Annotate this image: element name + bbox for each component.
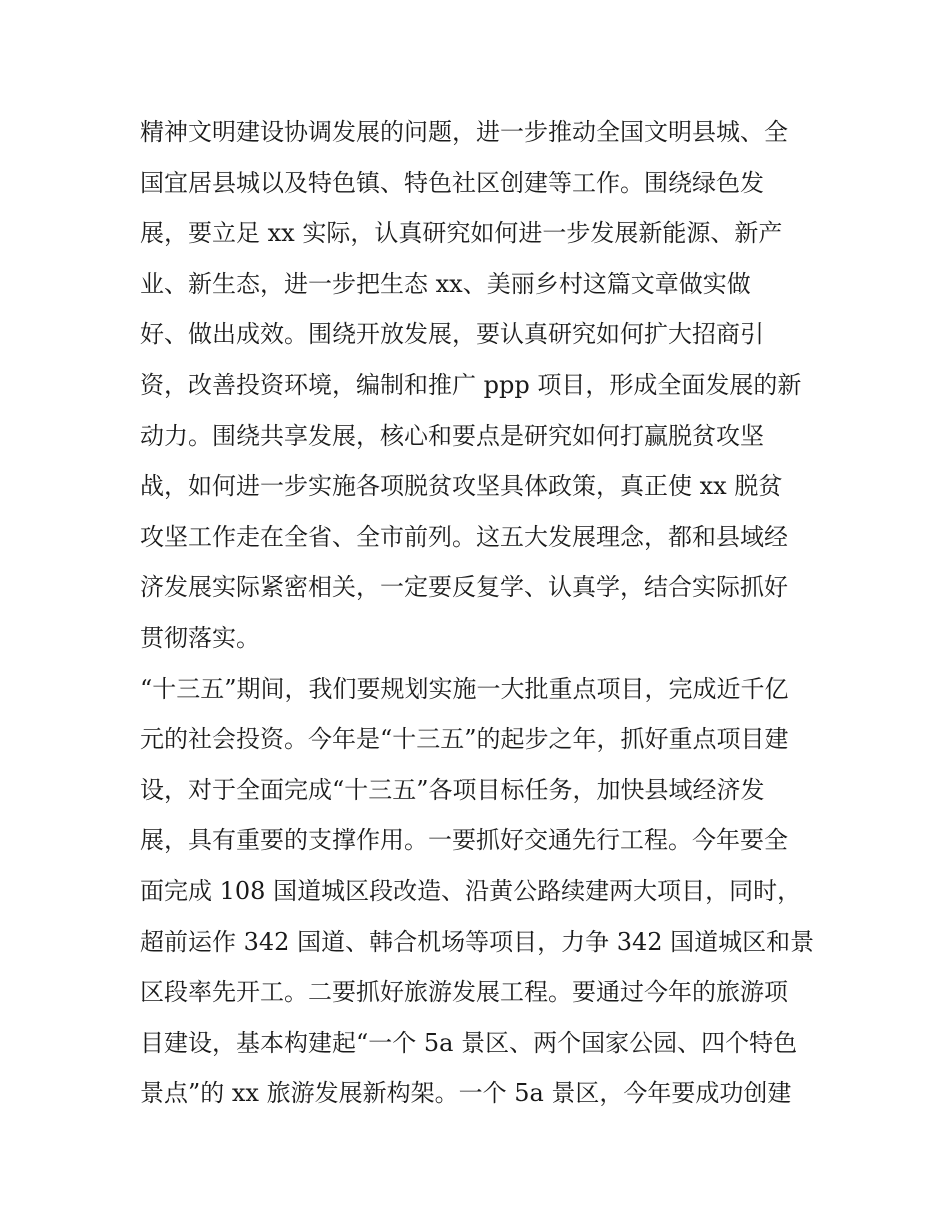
text-line: 区段率先开工。二要抓好旅游发展工程。要通过今年的旅游项: [140, 978, 788, 1007]
text-line: “十三五”期间，我们要规划实施一大批重点项目，完成近千亿: [140, 674, 789, 703]
text-line: 面完成 108 国道城区段改造、沿黄公路续建两大项目，同时，: [140, 876, 802, 905]
text-line: 设，对于全面完成“十三五”各项目标任务，加快县域经济发: [140, 775, 765, 804]
text-line: 展，具有重要的支撑作用。一要抓好交通先行工程。今年要全: [140, 826, 788, 855]
text-line: 动力。围绕共享发展，核心和要点是研究如何打赢脱贫攻坚: [140, 421, 764, 450]
text-line: 好、做出成效。围绕开放发展，要认真研究如何扩大招商引: [140, 320, 764, 349]
text-line: 济发展实际紧密相关，一定要反复学、认真学，结合实际抓好: [140, 573, 788, 602]
text-line: 超前运作 342 国道、韩合机场等项目，力争 342 国道城区和景: [140, 927, 815, 956]
text-line: 战，如何进一步实施各项脱贫攻坚具体政策，真正使 xx 脱贫: [140, 472, 783, 501]
body-text: [140, 107, 820, 1119]
text-line: 资，改善投资环境，编制和推广 ppp 项目，形成全面发展的新: [140, 370, 802, 399]
text-line: 国宜居县城以及特色镇、特色社区创建等工作。围绕绿色发: [140, 168, 764, 197]
text-line: 展，要立足 xx 实际，认真研究如何进一步发展新能源、新产: [140, 219, 783, 248]
text-line: 攻坚工作走在全省、全市前列。这五大发展理念，都和县域经: [140, 522, 788, 551]
text-line: 贯彻落实。: [140, 623, 260, 652]
text-line: 元的社会投资。今年是“十三五”的起步之年，抓好重点项目建: [140, 725, 789, 754]
text-line: 业、新生态，进一步把生态 xx、美丽乡村这篇文章做实做: [140, 269, 751, 298]
text-line: 目建设，基本构建起“一个 5a 景区、两个国家公园、四个特色: [140, 1028, 798, 1057]
text-line: 景点”的 xx 旅游发展新构架。一个 5a 景区，今年要成功创建: [140, 1079, 792, 1108]
text-line: 精神文明建设协调发展的问题，进一步推动全国文明县城、全: [140, 118, 788, 146]
